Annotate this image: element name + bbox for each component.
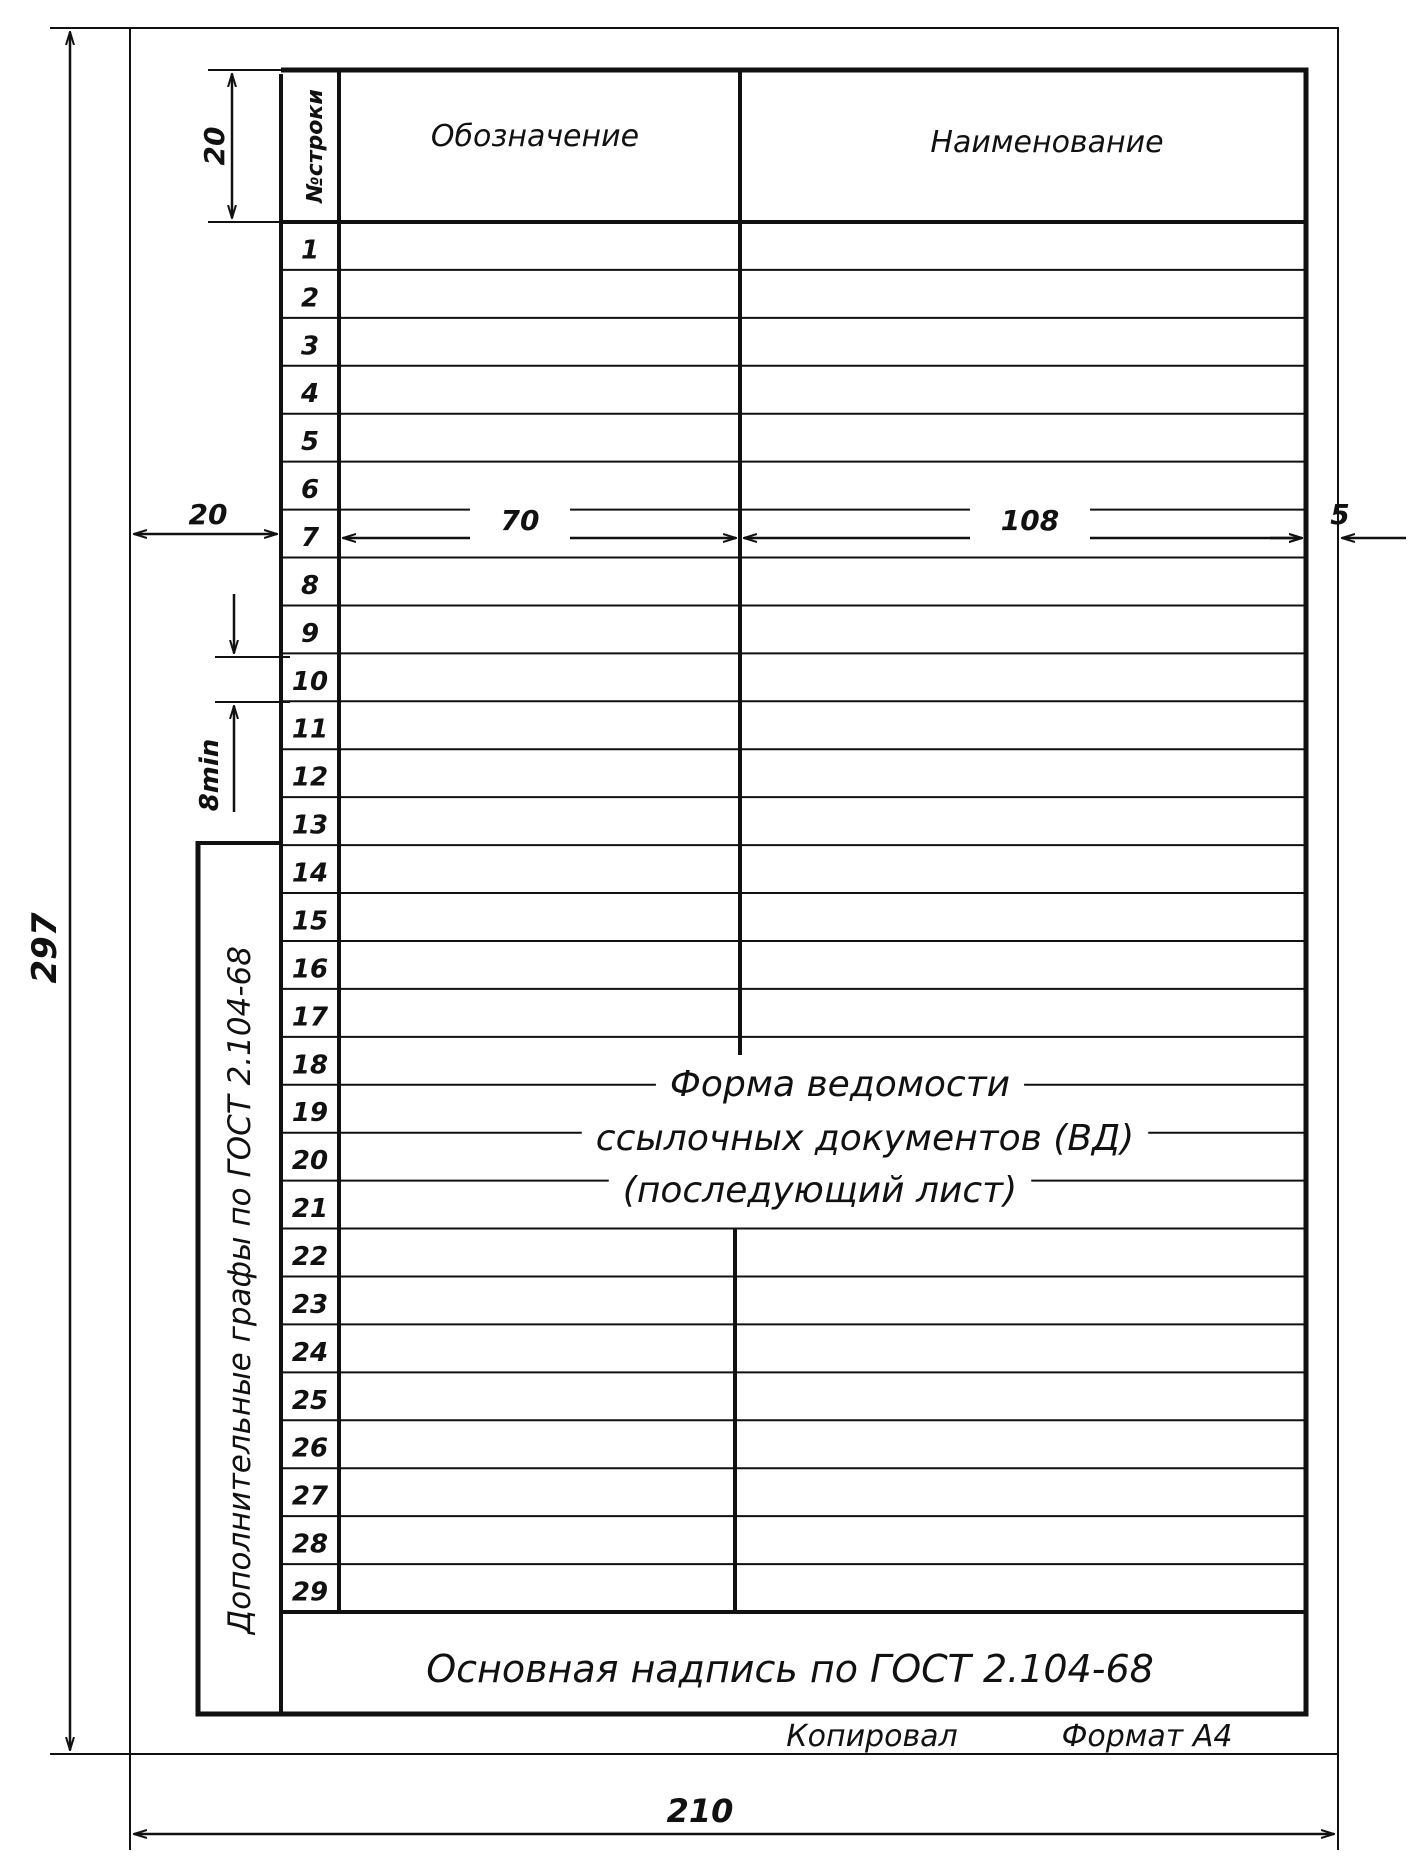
center-title-line1: Форма ведомости: [669, 1064, 1011, 1105]
row-number: 20: [291, 1146, 329, 1177]
row-number: 29: [291, 1577, 329, 1608]
row-number: 16: [291, 954, 329, 985]
dimension-row-height: [195, 594, 290, 812]
designation-header: Обозначение: [430, 119, 640, 154]
row-number: 23: [291, 1289, 329, 1320]
extra-columns-label: Дополнительные графы по ГОСТ 2.104-68: [222, 946, 258, 1634]
row-number: 28: [291, 1529, 329, 1560]
row-number: 21: [291, 1194, 329, 1225]
title-block-label: Основная надпись по ГОСТ 2.104-68: [426, 1647, 1154, 1691]
table-rows: [281, 235, 1306, 1607]
row-number: 22: [291, 1241, 329, 1272]
row-number: 17: [291, 1002, 329, 1033]
row-number: 8: [300, 570, 320, 601]
center-title-line3: (последующий лист): [622, 1170, 1018, 1211]
row-number: 6: [300, 475, 320, 506]
row-number: 26: [291, 1433, 329, 1464]
row-number: 24: [291, 1337, 329, 1368]
dimension-left-margin-value: 20: [188, 498, 228, 531]
row-number: 9: [300, 618, 320, 649]
row-number: 19: [291, 1098, 329, 1129]
row-number: 1: [300, 235, 320, 266]
dimension-sheet-height: [25, 28, 160, 1754]
row-number-header: №строки: [303, 89, 328, 203]
dimension-right-margin-value: 5: [1330, 498, 1350, 531]
row-number: 7: [300, 523, 320, 554]
dimension-header-height: [198, 70, 288, 222]
dimension-sheet-height-value: 297: [25, 912, 65, 984]
name-header: Наименование: [930, 125, 1164, 160]
row-number: 2: [300, 283, 320, 314]
row-number: 27: [291, 1481, 329, 1512]
row-number: 12: [291, 762, 329, 793]
row-number: 15: [291, 906, 329, 937]
dimension-header-height-value: 20: [198, 126, 231, 166]
dimension-name-width-value: 108: [1000, 504, 1060, 537]
copied-label: Копировал: [786, 1719, 958, 1754]
dimension-left-margin: [134, 498, 277, 534]
row-number: 3: [300, 331, 320, 362]
row-number: 25: [291, 1385, 329, 1416]
row-number: 10: [291, 666, 329, 697]
dimension-sheet-width-value: 210: [666, 1792, 734, 1830]
center-title-line2: ссылочных документов (ВД): [595, 1118, 1135, 1159]
frame-left-mask: [193, 66, 202, 841]
row-number: 4: [300, 379, 320, 410]
format-label: Формат А4: [1061, 1719, 1233, 1754]
row-number: 14: [291, 858, 329, 889]
row-number: 18: [291, 1050, 329, 1081]
dimension-designation-width-value: 70: [500, 504, 540, 537]
dimension-row-height-value: 8min: [195, 738, 225, 812]
row-number: 13: [291, 810, 329, 841]
row-number: 11: [291, 714, 329, 745]
row-number: 5: [300, 427, 320, 458]
